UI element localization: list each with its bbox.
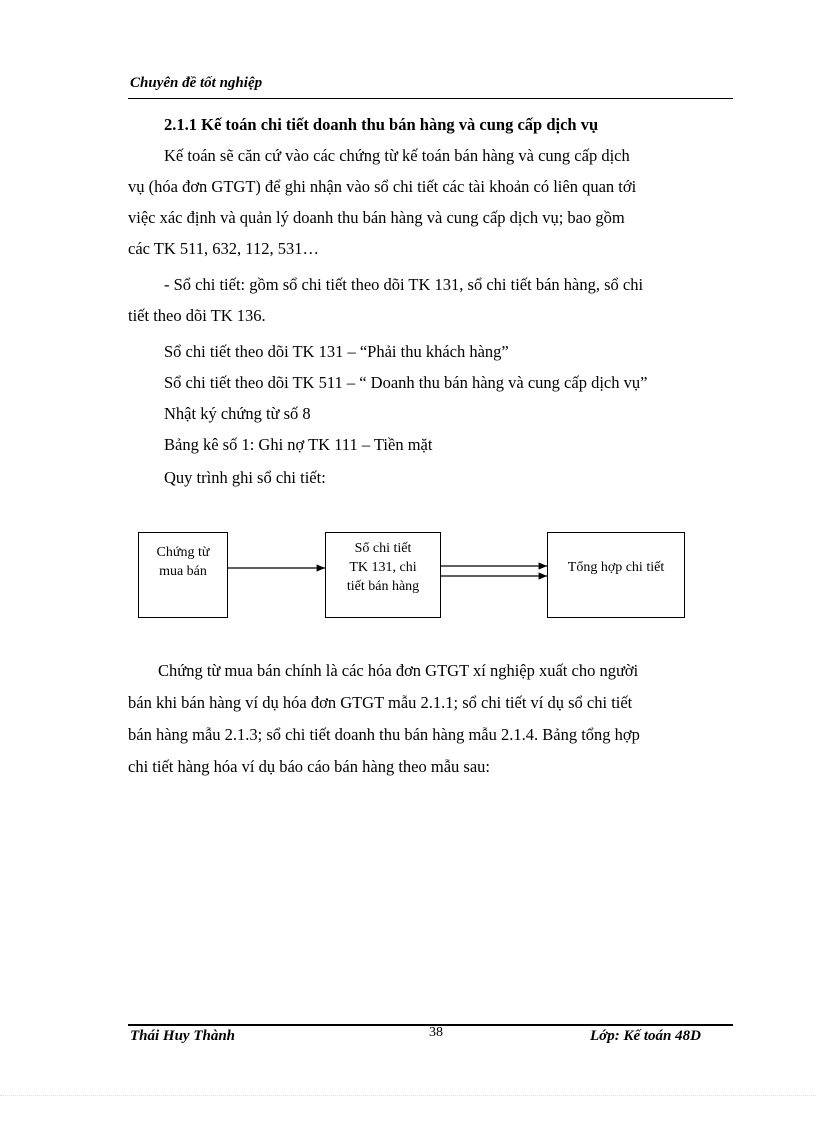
list-item: Bảng kê số 1: Ghi nợ TK 111 – Tiền mặt <box>164 435 433 454</box>
box-so-chi-tiet-line: tiết bán hàng <box>346 578 420 594</box>
box-so-chi-tiet-line: Sổ chi tiết <box>354 540 412 556</box>
detail-line: - Sổ chi tiết: gồm sổ chi tiết theo dõi TK 131, sổ chi tiết bán hàng, sổ chi <box>164 275 644 294</box>
page-number: 38 <box>429 1025 443 1040</box>
intro-line: Kế toán sẽ căn cứ vào các chứng từ kế toán bán hàng và cung cấp dịch <box>164 146 630 165</box>
footer-author: Thái Huy Thành <box>130 1028 236 1044</box>
closing-line: Chứng từ mua bán chính là các hóa đơn GTGT xí nghiệp xuất cho người <box>158 661 639 680</box>
list-item: Sổ chi tiết theo dõi TK 131 – “Phải thu khách hàng” <box>164 342 509 361</box>
closing-line: chi tiết hàng hóa ví dụ báo cáo bán hàng theo mẫu sau: <box>128 757 490 776</box>
intro-line: vụ (hóa đơn GTGT) để ghi nhận vào sổ chi tiết các tài khoản có liên quan tới <box>128 177 637 196</box>
box-tong-hop <box>547 532 685 618</box>
closing-line: bán khi bán hàng ví dụ hóa đơn GTGT mẫu 2.1.1; sổ chi tiết ví dụ sổ chi tiết <box>128 693 633 712</box>
intro-line: việc xác định và quản lý doanh thu bán hàng và cung cấp dịch vụ; bao gồm <box>128 208 625 227</box>
intro-line: các TK 511, 632, 112, 531… <box>128 239 319 258</box>
list-item: Quy trình ghi sổ chi tiết: <box>164 468 326 487</box>
section-heading: 2.1.1 Kế toán chi tiết doanh thu bán hàng và cung cấp dịch vụ <box>164 115 599 134</box>
box-chung-tu <box>138 532 228 618</box>
list-item: Nhật ký chứng từ số 8 <box>164 404 311 423</box>
footer-class: Lớp: Kế toán 48D <box>590 1028 701 1044</box>
box-chung-tu-line: Chứng từ <box>156 545 210 560</box>
page-edge <box>0 1095 816 1096</box>
closing-line: bán hàng mẫu 2.1.3; sổ chi tiết doanh thu bán hàng mẫu 2.1.4. Bảng tổng hợp <box>128 725 640 744</box>
detail-line: tiết theo dõi TK 136. <box>128 306 266 325</box>
box-chung-tu-line: mua bán <box>159 564 207 579</box>
box-so-chi-tiet <box>325 532 441 618</box>
box-so-chi-tiet-line: TK 131, chi <box>349 559 417 575</box>
header-title: Chuyên đề tốt nghiệp <box>130 75 263 91</box>
box-tong-hop-line: Tổng hợp chi tiết <box>567 559 665 575</box>
list-item: Sổ chi tiết theo dõi TK 511 – “ Doanh thu bán hàng và cung cấp dịch vụ” <box>164 373 648 392</box>
